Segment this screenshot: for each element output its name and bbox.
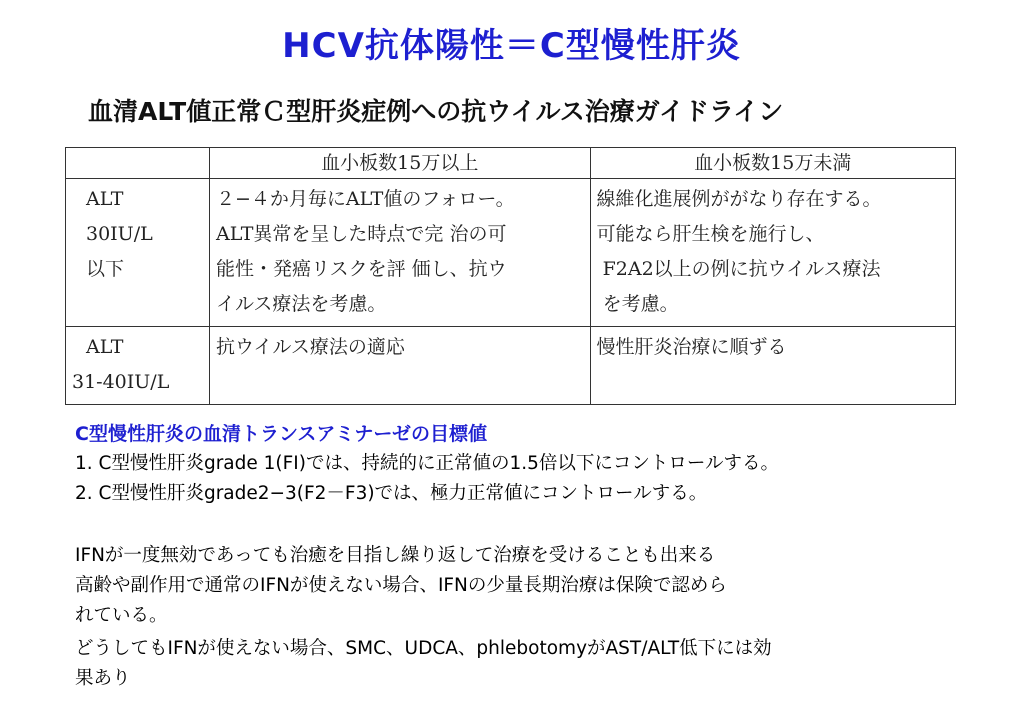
note-line: 果あり [75,668,131,689]
row-label-alt-normal [66,179,210,327]
cell-line: 能性・発癌リスクを評 価し、抗ウ [215,258,507,281]
table-row [66,179,956,327]
cell-line: 慢性肝炎治療に順ずる [596,336,787,359]
note-line: れている。 [75,605,168,626]
table-header-row [66,148,956,179]
note-line: IFNが一度無効であっても治癒を目指し繰り返して治療を受けることも出来る [75,545,716,566]
target-values-heading: C型慢性肝炎の血清トランスアミナーゼの目標値 [75,423,487,445]
table-header-platelet-high: 血小板数15万以上 [209,148,590,179]
note-line: 高齢や副作用で通常のIFNが使えない場合、IFNの少量長期治療は保険で認めら [75,575,727,596]
target-item-1: 1. C型慢性肝炎grade 1(FI)では、持続的に正常値の1.5倍以下にコントロールする。 [75,453,779,474]
cell-line: を考慮。 [596,293,679,316]
table-row [66,327,956,405]
cell-line: ２−４か月毎にALT値のフォロー。 [215,188,515,211]
target-item-2: 2. C型慢性肝炎grade2−3(F2－F3)では、極力正常値にコントロールする。 [75,483,708,504]
cell-line: 可能なら肝生検を施行し、 [596,223,825,246]
cell-line: 線維化進展例ががなり存在する。 [596,188,882,211]
table-title: 血清ALT値正常Ｃ型肝炎症例への抗ウイルス治療ガイドライン [88,97,784,126]
page-title: HCV抗体陽性＝C型慢性肝炎 [282,26,741,66]
row-label-line: 以下 [86,258,125,281]
cell-line: イルス療法を考慮。 [215,293,387,316]
cell-low-platelet-normal-alt [590,179,955,327]
cell-line: F2A2以上の例に抗ウイルス療法 [596,258,881,281]
row-label-line: ALT [86,188,124,211]
row-label-alt-elevated [66,327,210,405]
table-header-corner [66,148,210,179]
cell-line: 抗ウイルス療法の適応 [215,336,405,359]
row-label-line: 30IU/L [86,223,153,246]
note-line: どうしてもIFNが使えない場合、SMC、UDCA、phlebotomyがAST/ALT低下には効 [75,638,772,659]
row-label-line: ALT [86,336,124,359]
guideline-table [65,147,956,405]
table-header-platelet-low: 血小板数15万未満 [590,148,955,179]
cell-low-platelet-elevated-alt [590,327,955,405]
cell-high-platelet-elevated-alt [209,327,590,405]
row-label-line: 31-40IU/L [72,371,170,394]
cell-high-platelet-normal-alt [209,179,590,327]
cell-line: ALT異常を呈した時点で完 治の可 [215,223,507,246]
